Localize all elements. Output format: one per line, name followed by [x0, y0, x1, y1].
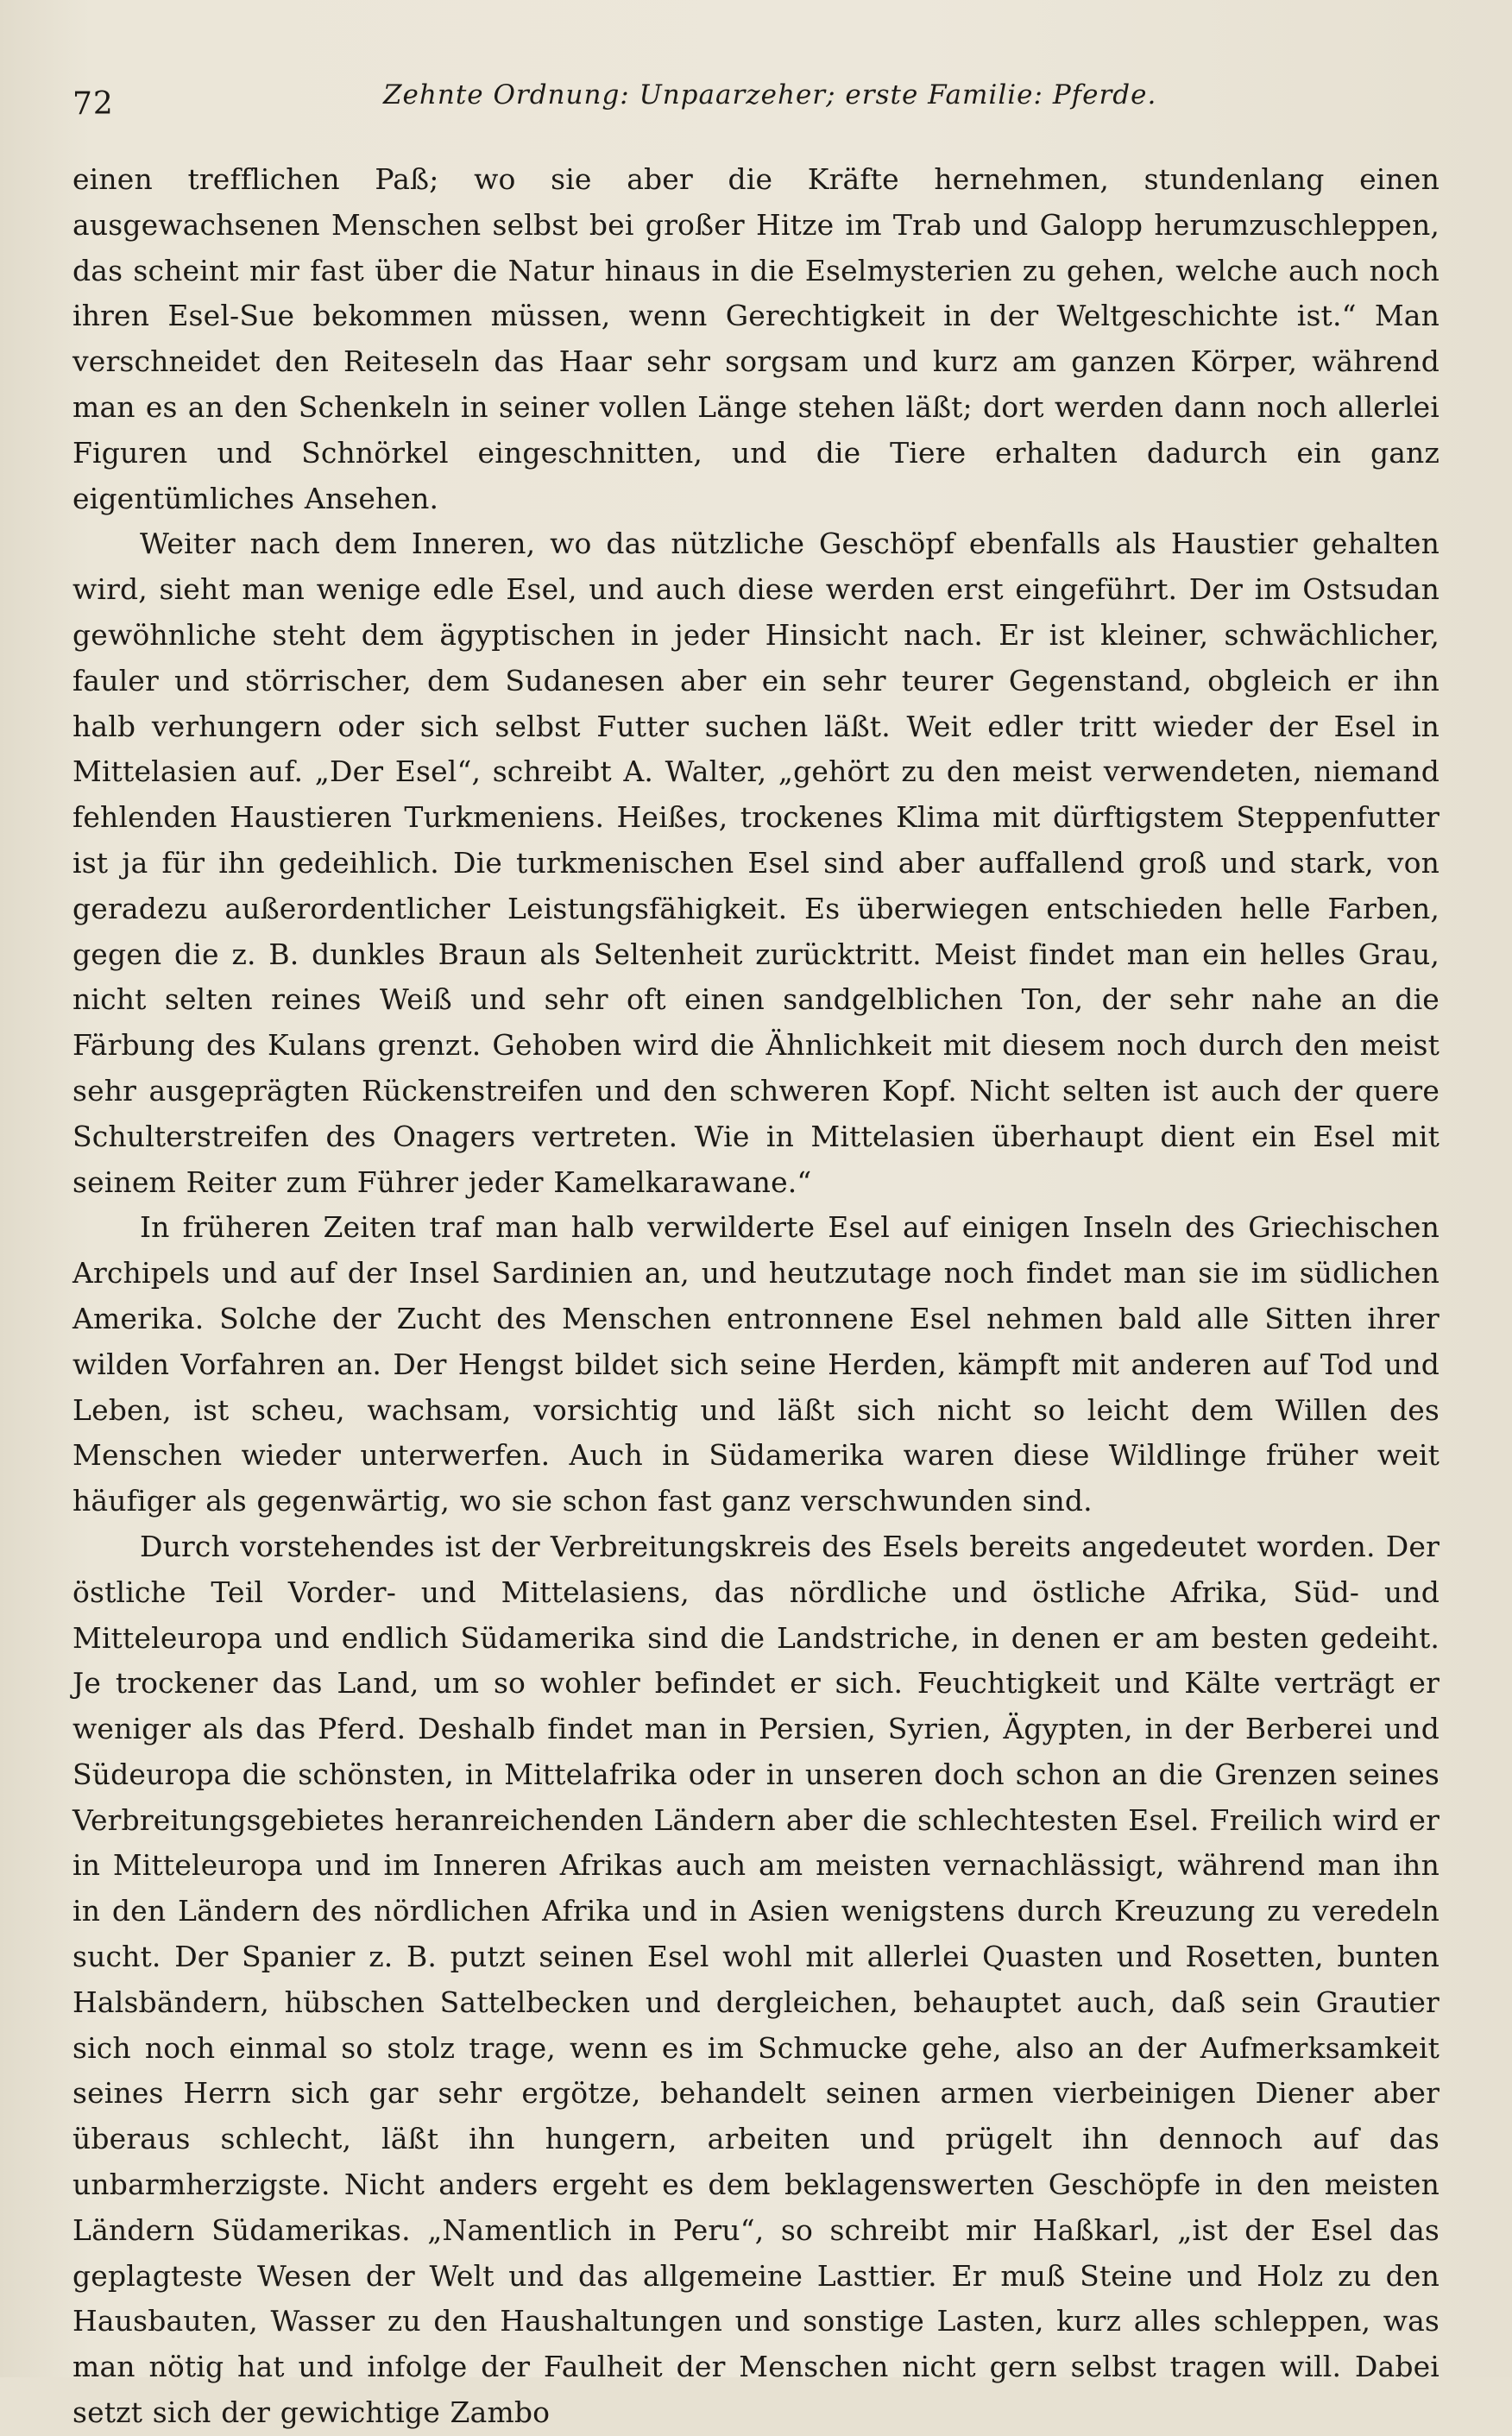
paragraph: Durch vorstehendes ist der Verbreitungskreis des Esels bereits angedeutet worden. Der östliche Teil Vorder- und Mittelasiens, das nördliche und östliche Afrika, Süd- und Mitteleuropa und endlich Südamerika sind die Landstriche, in denen er am besten gedeiht. Je trockener das Land, um so wohler befindet er sich. Feuchtigkeit und Kälte verträgt er weniger als das Pferd. Deshalb findet man in Persien, Syrien, Ägypten, in der Berberei und Südeuropa die schönsten, in Mittelafrika oder in unseren doch schon an die Grenzen seines Verbreitungsgebietes heranreichenden Ländern aber die schlechtesten Esel. Freilich wird er in Mitteleuropa und im Inneren Afrikas auch am meisten vernachlässigt, während man ihn in den Ländern des nördlichen Afrika und in Asien wenigstens durch Kreuzung zu veredeln sucht. Der Spanier z. B. putzt seinen Esel wohl mit allerlei Quasten und Rosetten, bunten Halsbändern, hübschen Sattelbecken und dergleichen, behauptet auch, daß sein Grautier sich noch einmal so stolz trage, wenn es im Schmucke gehe, also an der Aufmerksamkeit seines Herrn sich gar sehr ergötze, behandelt seinen armen vierbeinigen Diener aber überaus schlecht, läßt ihn hungern, arbeiten und prügelt ihn dennoch auf das unbarmherzigste. Nicht anders ergeht es dem beklagenswerten Geschöpfe in den meisten Ländern Südamerikas. „Namentlich in Peru“, so schreibt mir Haßkarl, „ist der Esel das geplagteste Wesen der Welt und das allgemeine Lasttier. Er muß Steine und Holz zu den Hausbauten, Wasser zu den Haushaltungen und sonstige Lasten, kurz alles schleppen, was man nötig hat und infolge der Faulheit der Menschen nicht gern selbst tragen will. Dabei setzt sich der gewichtige Zambo	[72, 1529, 1440, 2430]
page-number: 72	[72, 86, 114, 122]
paragraph: Weiter nach dem Inneren, wo das nützliche Geschöpf ebenfalls als Haustier gehalten wird, sieht man wenige edle Esel, und auch diese werden erst eingeführt. Der im Ostsudan gewöhnliche steht dem ägyptischen in jeder Hinsicht nach. Er ist kleiner, schwächlicher, fauler und störrischer, dem Sudanesen aber ein sehr teurer Gegenstand, obgleich er ihn halb verhungern oder sich selbst Futter suchen läßt. Weit edler tritt wieder der Esel in Mittelasien auf. „Der Esel“, schreibt A. Walter, „gehört zu den meist verwendeten, niemand fehlenden Haustieren Turkmeniens. Heißes, trockenes Klima mit dürftigstem Steppenfutter ist ja für ihn gedeihlich. Die turkmenischen Esel sind aber auffallend groß und stark, von geradezu außerordentlicher Leistungsfähigkeit. Es überwiegen entschieden helle Farben, gegen die z. B. dunkles Braun als Seltenheit zurücktritt. Meist findet man ein helles Grau, nicht selten reines Weiß und sehr oft einen sandgelblichen Ton, der sehr nahe an die Färbung des Kulans grenzt. Gehoben wird die Ähnlichkeit mit diesem noch durch den meist sehr ausgeprägten Rückenstreifen und den schweren Kopf. Nicht selten ist auch der quere Schulterstreifen des Onagers vertreten. Wie in Mittelasien überhaupt dient ein Esel mit seinem Reiter zum Führer jeder Kamelkarawane.“	[72, 527, 1440, 1199]
page-header	[72, 79, 1440, 131]
running-head: Zehnte Ordnung: Unpaarzeher; erste Familie: Pferde.	[383, 79, 1157, 110]
paragraph: In früheren Zeiten traf man halb verwilderte Esel auf einigen Inseln des Griechischen Archipels und auf der Insel Sardinien an, und heutzutage noch findet man sie im südlichen Amerika. Solche der Zucht des Menschen entronnene Esel nehmen bald alle Sitten ihrer wilden Vorfahren an. Der Hengst bildet sich seine Herden, kämpft mit anderen auf Tod und Leben, ist scheu, wachsam, vorsichtig und läßt sich nicht so leicht dem Willen des Menschen wieder unterwerfen. Auch in Südamerika waren diese Wildlinge früher weit häufiger als gegenwärtig, wo sie schon fast ganz verschwunden sind.	[72, 1210, 1440, 1518]
paragraph: einen trefflichen Paß; wo sie aber die Kräfte hernehmen, stundenlang einen ausgewachsenen Menschen selbst bei großer Hitze im Trab und Galopp herumzuschleppen, das scheint mir fast über die Natur hinaus in die Eselmysterien zu gehen, welche auch noch ihren Esel-Sue bekommen müssen, wenn Gerechtigkeit in der Weltgeschichte ist.“ Man verschneidet den Reiteseln das Haar sehr sorgsam und kurz am ganzen Körper, während man es an den Schenkeln in seiner vollen Länge stehen läßt; dort werden dann noch allerlei Figuren und Schnörkel eingeschnitten, und die Tiere erhalten dadurch ein ganz eigentümliches Ansehen.	[72, 162, 1440, 515]
body-text	[72, 157, 1440, 2436]
